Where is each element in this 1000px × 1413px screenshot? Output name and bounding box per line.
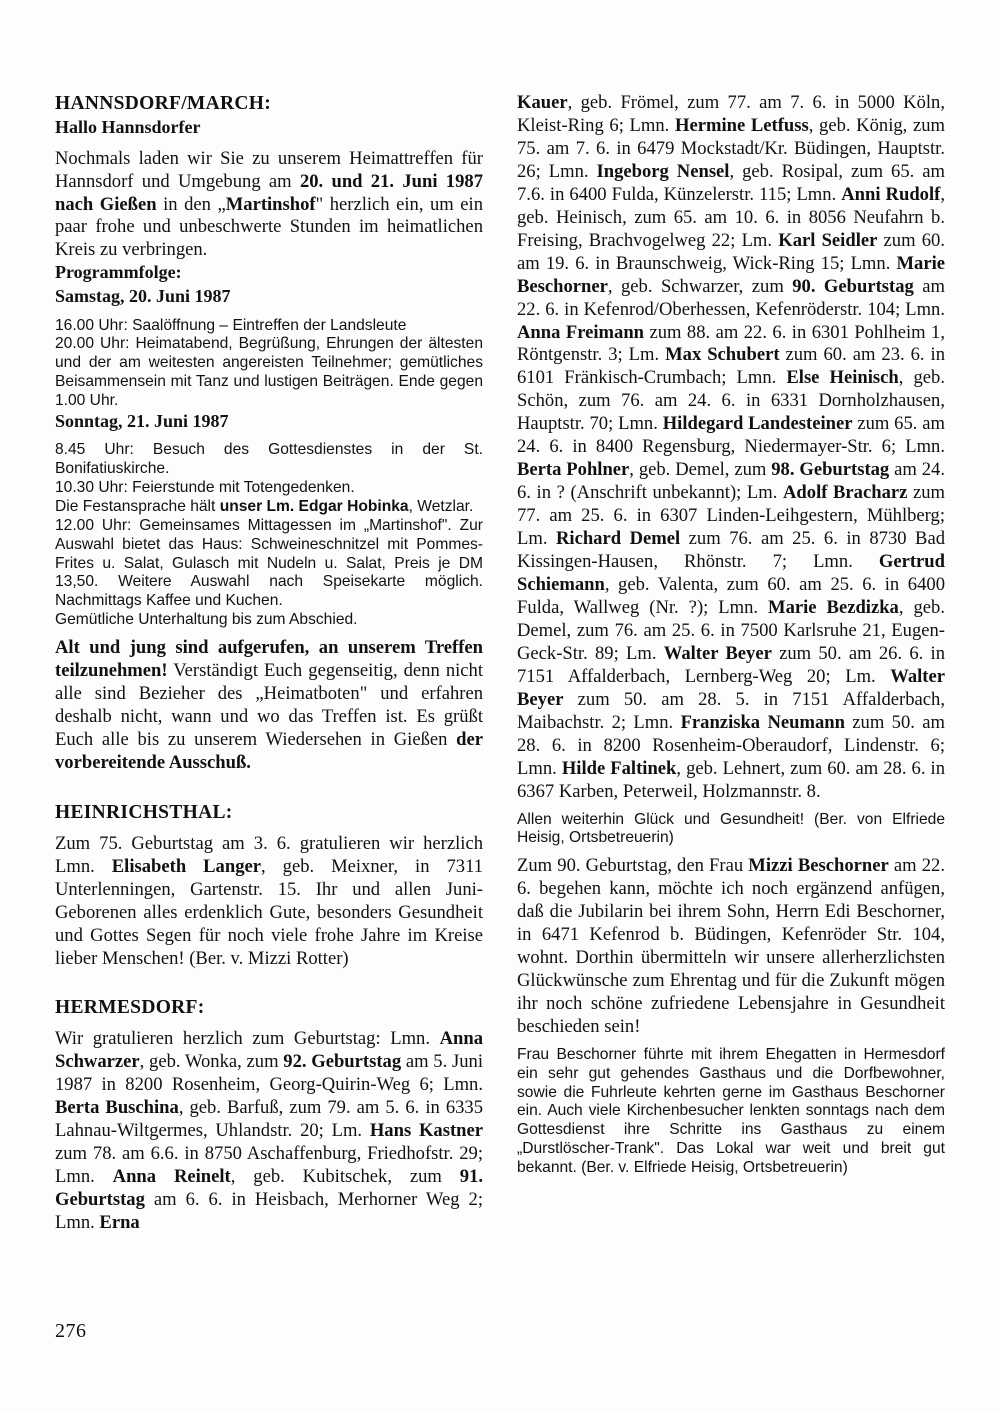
right-column [517, 92, 945, 1235]
programme-day-saturday: Samstag, 20. Juni 1987 [55, 285, 231, 306]
paragraph-spacer [55, 310, 483, 317]
paragraph-spacer [55, 826, 483, 833]
section-heading-hermesdorf: HERMESDORF: [55, 997, 205, 1019]
closing-appeal: Alt und jung sind aufgerufen, an unserem Treffen teilzunehmen! Verständigt Euch gegenseitig, denn nicht alle sind Bezieher des „Heimatboten" und erfahren deshalb nicht, wann und wo das Treffen ist. Es grüßt Euch alle bis zu unserem Wiedersehen in Gießen der vorbereitende Ausschuß. [55, 637, 483, 773]
beschorner-anniversary-text: Zum 90. Geburtstag, den Frau Mizzi Beschorner am 22. 6. begehen kann, möchte ich noch ergänzend anfügen, daß die Jubilarin bei ihrem Sohn, Herrn Edi Beschorner, in 6471 Kefenrod b. Büdingen, Kefenröder Str. 104, wohnt. Dorthin übermitteln wir unsere allerherzlichsten Glückwünsche zum Ehrentag und für die Zukunft mögen ihr noch schöne zufriedene Lebensjahre in Gesundheit beschieden sein! [517, 855, 946, 1037]
heinrichsthal-birthday-text: Zum 75. Geburtstag am 3. 6. gratulieren wir herzlich Lmn. Elisabeth Langer, geb. Meixner, in 7311 Unterlenningen, Gartenstr. 15. Ihr und allen Juni-Geborenen alles erdenklich Gute, besonders Gesundheit und Gottes Segen für noch viele frohe Jahre im Kreise lieber Menschen! (Ber. v. Mizzi Rotter) [55, 832, 483, 969]
greeting-hannsdorf: Hallo Hannsdorfer [55, 117, 201, 137]
paragraph-spacer [517, 804, 945, 811]
beschorner-history-note: Frau Beschorner führte mit ihrem Ehegatten in Hermesdorf ein sehr gut gehendes Gasthaus und die Dorfbewohner, sowie die Fuhrleute kehrten gerne im Gasthaus Beschorner ein. Auch viele Kirchenbesucher lenkten sonntags nach dem Gottesdienst ihre Schritte ins Gasthaus zu einem „Durstlöscher-Trank". Das Lokal war weit und breit gut bekannt. (Ber. v. Elfriede Heisig, Ortsbetreuerin) [517, 1045, 945, 1177]
good-wishes-note: Allen weiterhin Glück und Gesundheit! (Ber. von Elfriede Heisig, Ortsbetreuerin) [517, 810, 945, 847]
section-spacer [55, 775, 483, 801]
paragraph-spacer [55, 630, 483, 637]
page-number: 276 [55, 1320, 87, 1342]
programme-sunday-details: 8.45 Uhr: Besuch des Gottesdienstes in der St. Bonifatiuskirche. 10.30 Uhr: Feierstunde mit Totengedenken. Die Festansprache hält unser Lm. Edgar Hobinka, Wetzlar. 12.00 Uhr: Gemeinsames Mittagessen im „Martinshof". Zur Auswahl bietet das Haus: Schweineschnitzel mit Pommes-Frites u. Salat, Gulasch mit Nudeln u. Salat, Preis je DM 13,50. Weitere Auswahl nach Speisekarte möglich. Nachmittags Kaffee und Kuchen. Gemütliche Unterhaltung bis zum Abschied. [55, 441, 483, 629]
programme-saturday-details: 16.00 Uhr: Saalöffnung – Eintreffen der Landsleute 20.00 Uhr: Heimatabend, Begrüßung, Ehrungen der ältesten und der am weitesten angereisten Teilnehmer; gemütliches Beisammensein mit Tanz und lustigen Beiträgen. Ende gegen 1.00 Uhr. [55, 316, 483, 409]
programme-label: Programmfolge: [55, 262, 182, 283]
hermesdorf-birthday-continued: Kauer, geb. Frömel, zum 77. am 7. 6. in 5000 Köln, Kleist-Ring 6; Lmn. Hermine Letfuss, geb. König, zum 75. am 7. 6. in 6479 Mockstadt/Kr. Büdingen, Hauptstr. 26; Lmn. Ingeborg Nensel, geb. Rosipal, zum 65. am 7.6. in 6400 Fulda, Künzelerstr. 115; Lmn. Anni Rudolf, geb. Heinisch, zum 65. am 10. 6. in 8056 Neufahrn b. Freising, Brachvogelweg 22; Lm. Karl Seidler zum 60. am 19. 6. in Braunschweig, Wick-Ring 15; Lmn. Marie Beschorner, geb. Schwarzer, zum 90. Geburtstag am 22. 6. in Kefenrod/Oberhessen, Kefenröderstr. 104; Lmn. Anna Freimann zum 88. am 22. 6. in 6301 Pohlheim 1, Röntgenstr. 3; Lm. Max Schubert zum 60. am 23. 6. in 6101 Fränkisch-Crumbach; Lmn. Else Heinisch, geb. Schön, zum 76. am 24. 6. in 6331 Dornholzhausen, Hauptstr. 70; Lmn. Hildegard Landesteiner zum 65. am 24. 6. in 8400 Regensburg, Niedermayer-Str. 6; Lmn. Berta Pohlner, geb. Demel, zum 98. Geburtstag am 24. 6. in ? (Anschrift unbekannt); Lm. Adolf Bracharz zum 77. am 25. 6. in 6307 Linden-Leihgestern, Mühlberg; Lm. Richard Demel zum 76. am 25. 6. in 8730 Bad Kissingen-Hausen, Rhönstr. 7; Lmn. Gertrud Schiemann, geb. Valenta, zum 60. am 25. 6. in 6400 Fulda, Wallweg (Nr. ?); Lmn. Marie Bezdizka, geb. Demel, zum 76. am 25. 6. in 7500 Karlsruhe 21, Eugen-Geck-Str. 89; Lm. Walter Beyer zum 50. am 26. 6. in 7151 Affalderbach, Lernberg-Weg 20; Lm. Walter Beyer zum 50. am 28. 5. in 7151 Affalderbach, Maibachstr. 2; Lmn. Franziska Neumann zum 50. am 28. 6. in 8200 Rosenheim-Oberaudorf, Lindenstr. 6; Lmn. Hilde Faltinek, geb. Lehnert, zum 60. am 28. 6. in 6367 Karben, Peterweil, Holzmannstr. 8. [517, 92, 946, 802]
section-heading-hannsdorf: HANNSDORF/MARCH: [55, 93, 272, 114]
section-spacer [55, 970, 483, 996]
programme-day-sunday: Sonntag, 21. Juni 1987 [55, 410, 229, 431]
invitation-paragraph: Nochmals laden wir Sie zu unserem Heimattreffen für Hannsdorf und Umgebung am 20. und 21. Juni 1987 nach Gießen in den „Martinshof" herzlich ein, um ein paar frohe und unbeschwerte Stunden im heimatlichen Kreis zu verbringen. [55, 147, 483, 261]
left-column [55, 92, 483, 1235]
two-column-layout [55, 92, 945, 1235]
paragraph-spacer [517, 1039, 945, 1046]
paragraph-spacer [55, 1021, 483, 1028]
section-heading-heinrichsthal: HEINRICHSTHAL: [55, 801, 233, 823]
paragraph-spacer [517, 848, 945, 855]
paragraph-spacer [55, 141, 483, 148]
hermesdorf-birthday-list: Wir gratulieren herzlich zum Geburtstag: Lmn. Anna Schwarzer, geb. Wonka, zum 92. Geburtstag am 5. Juni 1987 in 8200 Rosenheim, Georg-Quirin-Weg 6; Lmn. Berta Buschina, geb. Barfuß, zum 79. am 5. 6. in 6335 Lahnau-Wiltgermes, Uhlandstr. 20; Lm. Hans Kastner zum 78. am 6.6. in 8750 Aschaffenburg, Friedhofstr. 29; Lmn. Anna Reinelt, geb. Kubitschek, zum 91. Geburtstag am 6. 6. in Heisbach, Merhorner Weg 2; Lmn. Erna [55, 1028, 484, 1234]
paragraph-spacer [55, 434, 483, 441]
